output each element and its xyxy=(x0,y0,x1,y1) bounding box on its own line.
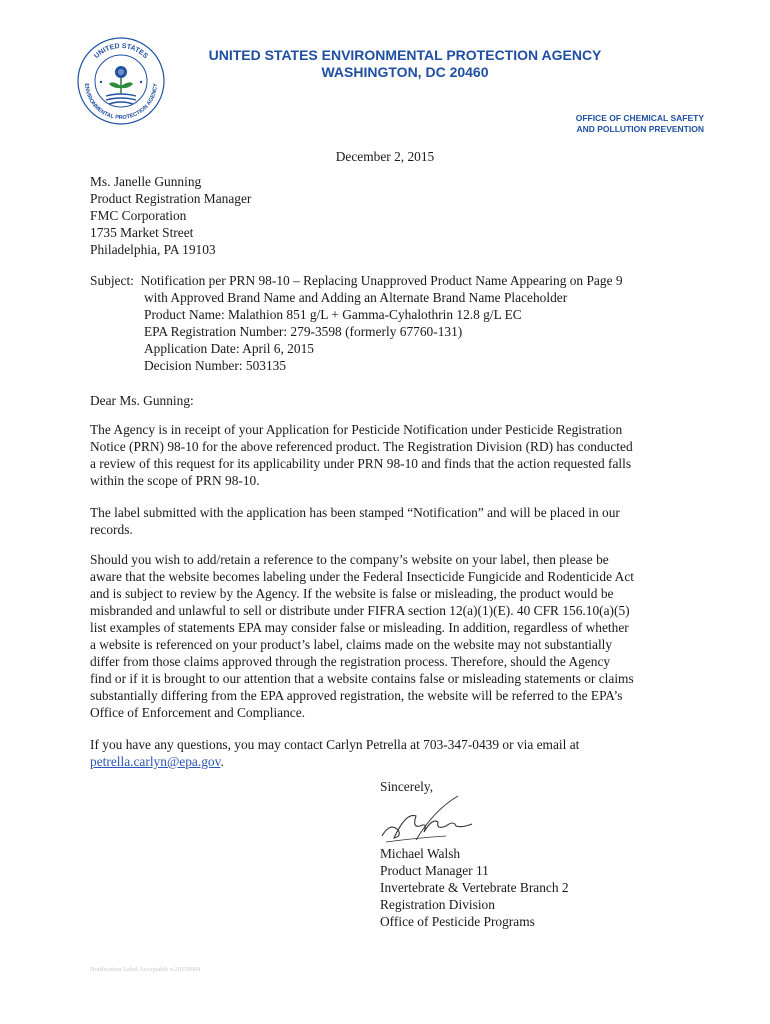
paragraph-line: misbranded and unlawful to sell or distribute under FIFRA section 12(a)(1)(E). 40 CFR 156.10(a)(5) xyxy=(90,603,630,618)
application-date: Application Date: April 6, 2015 xyxy=(144,341,314,356)
paragraph-line: substantially differing from the EPA approved registration, the website will be referred to the EPA’s xyxy=(90,688,623,703)
paragraph-line: aware that the website becomes labeling under the Federal Insecticide Fungicide and Rodenticide Act xyxy=(90,569,634,584)
footer-note: Notification Label Acceptable v.20150904 xyxy=(90,966,201,973)
signer-branch: Invertebrate & Vertebrate Branch 2 xyxy=(380,880,569,895)
paragraph-line: within the scope of PRN 98-10. xyxy=(90,473,260,488)
decision-number: Decision Number: 503135 xyxy=(144,358,287,373)
paragraph-line: If you have any questions, you may contact Carlyn Petrella at 703-347-0439 or via email at xyxy=(90,737,580,752)
svg-text:UNITED STATES: UNITED STATES xyxy=(93,42,149,61)
paragraph-line: a website is referenced on your product’s label, claims made on the website may not substantially xyxy=(90,637,613,652)
recipient-line: Ms. Janelle Gunning xyxy=(90,174,202,189)
paragraph-line: find or if it is brought to our attention that a website contains false or misleading statements or claims xyxy=(90,671,634,686)
salutation: Dear Ms. Gunning: xyxy=(90,393,194,408)
office-heading xyxy=(576,113,704,135)
paragraph-line: a review of this request for its applicability under PRN 98-10 and finds that the action requested falls xyxy=(90,456,632,471)
office-line-1: OFFICE OF CHEMICAL SAFETY xyxy=(575,113,704,123)
recipient-line: Philadelphia, PA 19103 xyxy=(90,242,216,257)
product-name: Product Name: Malathion 851 g/L + Gamma-Cyhalothrin 12.8 g/L EC xyxy=(144,307,522,322)
signer-name: Michael Walsh xyxy=(380,846,461,861)
paragraph-line: differ from those claims approved through the registration process. Therefore, should the Agency xyxy=(90,654,611,669)
registration-number: EPA Registration Number: 279-3598 (formerly 67760-131) xyxy=(144,324,463,339)
subject-line-1: Notification per PRN 98-10 – Replacing Unapproved Product Name Appearing on Page 9 xyxy=(140,273,623,288)
agency-heading xyxy=(170,47,640,81)
letter-date: December 2, 2015 xyxy=(335,149,435,164)
handwritten-signature xyxy=(376,792,486,850)
paragraph-line: list examples of statements EPA may consider false or misleading. In addition, regardless of whether xyxy=(90,620,629,635)
signer-division: Registration Division xyxy=(380,897,495,912)
svg-text:ENVIRONMENTAL PROTECTION AGENC: ENVIRONMENTAL PROTECTION AGENCY xyxy=(82,83,160,122)
agency-name: UNITED STATES ENVIRONMENTAL PROTECTION AGENCY xyxy=(208,47,602,63)
paragraph-line: Office of Enforcement and Compliance. xyxy=(90,705,306,720)
recipient-line: 1735 Market Street xyxy=(90,225,194,240)
paragraph-label-stamp xyxy=(90,504,690,538)
recipient-address xyxy=(90,173,251,258)
paragraph-line: Should you wish to add/retain a reference to the company’s website on your label, then please be xyxy=(90,552,609,567)
signature-block xyxy=(380,845,569,930)
paragraph-line: and is subject to review by the Agency. If the website is false or misleading, the product would be xyxy=(90,586,614,601)
contact-email-link[interactable]: petrella.carlyn@epa.gov xyxy=(90,754,221,769)
paragraph-line: records. xyxy=(90,522,133,537)
sentence-end: . xyxy=(220,754,224,769)
paragraph-contact xyxy=(90,736,690,770)
paragraph-line: Notice (PRN) 98-10 for the above referenced product. The Registration Division (RD) has conducted xyxy=(90,439,633,454)
subject-line-2: with Approved Brand Name and Adding an Alternate Brand Name Placeholder xyxy=(144,290,568,305)
signer-title: Product Manager 11 xyxy=(380,863,489,878)
paragraph-website xyxy=(90,551,690,721)
signer-office: Office of Pesticide Programs xyxy=(380,914,535,929)
office-line-2: AND POLLUTION PREVENTION xyxy=(576,124,704,134)
paragraph-line: The Agency is in receipt of your Application for Pesticide Notification under Pesticide Registration xyxy=(90,422,623,437)
subject-block xyxy=(90,272,623,374)
agency-city: WASHINGTON, DC 20460 xyxy=(321,64,489,80)
epa-seal-logo xyxy=(76,36,166,126)
paragraph-line: The label submitted with the application has been stamped “Notification” and will be placed in our xyxy=(90,505,620,520)
recipient-line: Product Registration Manager xyxy=(90,191,252,206)
closing: Sincerely, xyxy=(380,779,434,794)
paragraph-receipt xyxy=(90,421,690,489)
recipient-line: FMC Corporation xyxy=(90,208,187,223)
subject-label: Subject: xyxy=(90,273,134,288)
